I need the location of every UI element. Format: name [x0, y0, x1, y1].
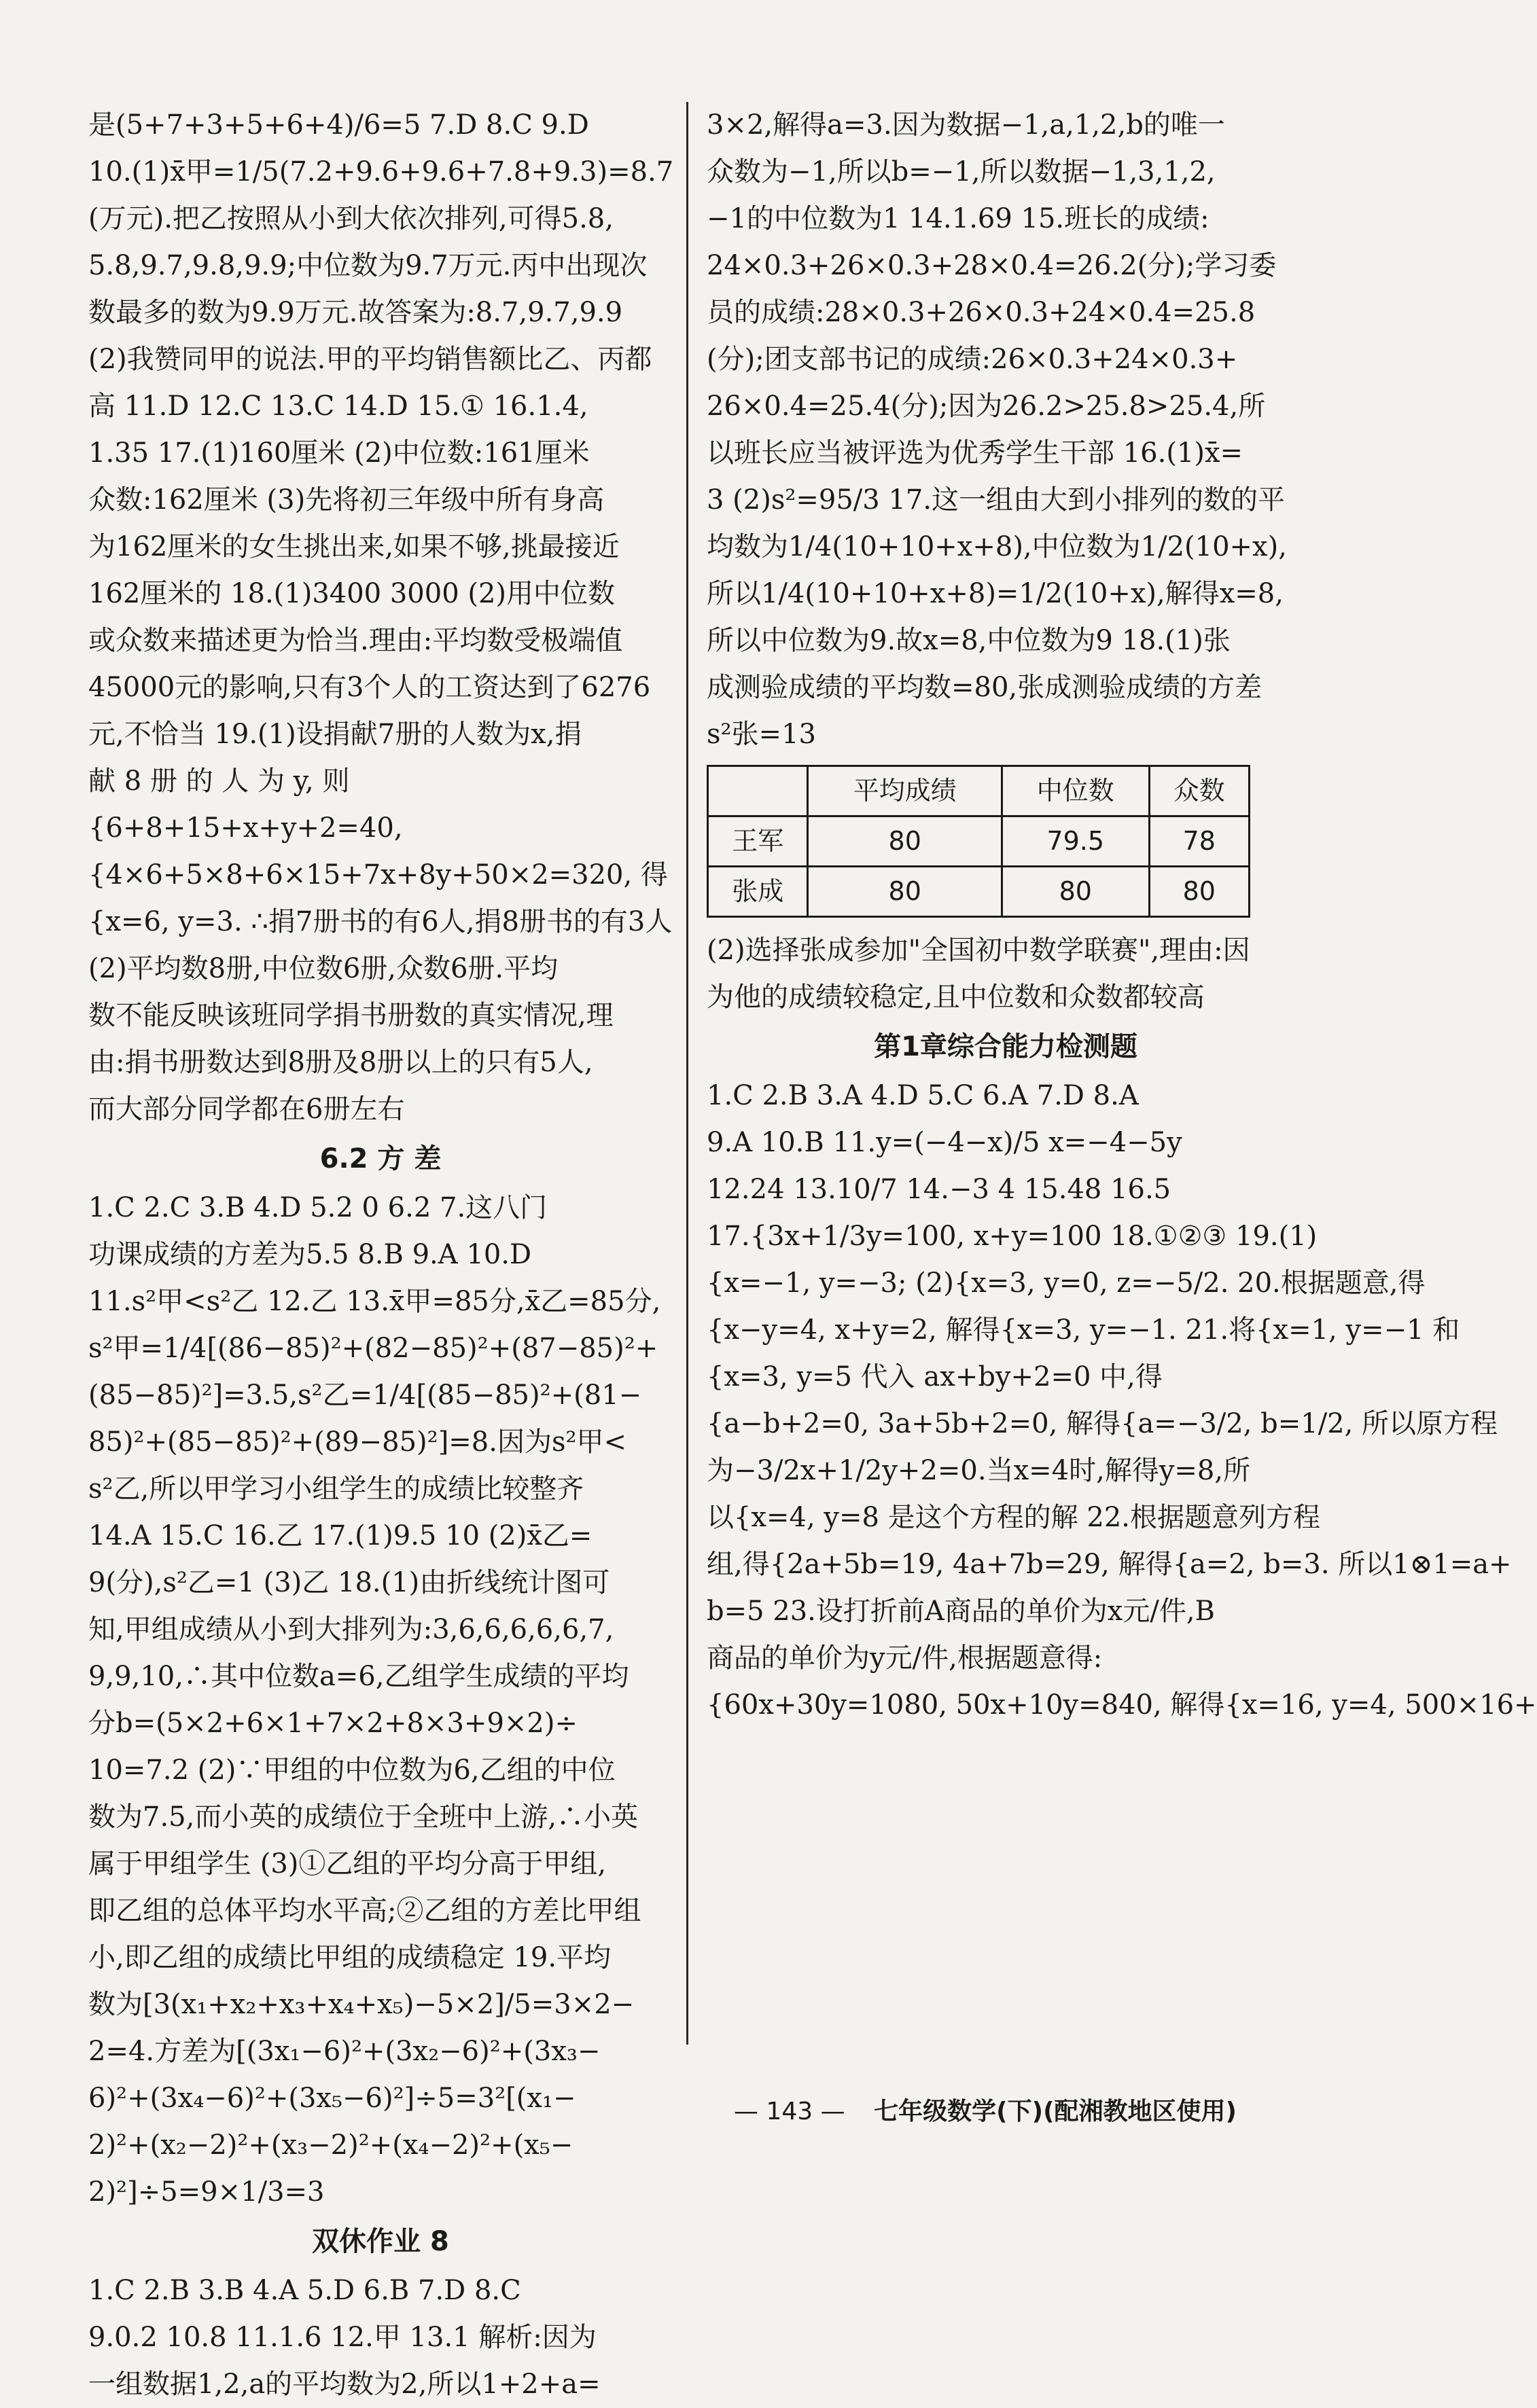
page-footer [734, 2092, 1237, 2127]
answer-line: 众数:162厘米 (3)先将初三年级中所有身高 [88, 484, 605, 516]
answer-line: {60x+30y=1080, 50x+10y=840, 解得{x=16, y=4, 500×16+ [707, 1689, 1537, 1721]
answer-line: (分);团支部书记的成绩:26×0.3+24×0.3+ [707, 344, 1238, 375]
table-header-cell: 平均成绩 [808, 766, 1002, 816]
table-cell-name: 张成 [708, 867, 808, 917]
answer-line: 12.24 13.10/7 14.−3 4 15.48 16.5 [707, 1174, 1171, 1205]
answer-line: 11.s²甲<s²乙 12.乙 13.x̄甲=85分,x̄乙=85分, [88, 1286, 661, 1317]
answer-line: 一组数据1,2,a的平均数为2,所以1+2+a= [88, 2369, 601, 2400]
answer-line: {a−b+2=0, 3a+5b+2=0, 解得{a=−3/2, b=1/2, 所以原方程 [707, 1408, 1498, 1439]
answer-line: {x=−1, y=−3; (2){x=3, y=0, z=−5/2. 20.根据题意,得 [707, 1268, 1426, 1299]
answer-line: 2)²+(x₂−2)²+(x₃−2)²+(x₄−2)²+(x₅− [88, 2130, 573, 2161]
answer-line: 2=4.方差为[(3x₁−6)²+(3x₂−6)²+(3x₃− [88, 2036, 601, 2067]
answer-line: (万元).把乙按照从小到大依次排列,可得5.8, [88, 203, 614, 234]
answer-line: 26×0.4=25.4(分);因为26.2>25.8>25.4,所 [707, 391, 1266, 422]
answer-line: 元,不恰当 19.(1)设捐献7册的人数为x,捐 [88, 719, 582, 750]
answer-line: 所以1/4(10+10+x+8)=1/2(10+x),解得x=8, [707, 578, 1284, 609]
answer-line: 9(分),s²乙=1 (3)乙 18.(1)由折线统计图可 [88, 1567, 610, 1598]
answer-line: 1.C 2.B 3.A 4.D 5.C 6.A 7.D 8.A [707, 1080, 1139, 1111]
section-heading: 第1章综合能力检测题 [874, 1031, 1137, 1062]
score-comparison-table [707, 765, 1250, 918]
table-header-cell [708, 766, 808, 816]
answer-line: 数为[3(x₁+x₂+x₃+x₄+x₅)−5×2]/5=3×2− [88, 1989, 635, 2020]
answer-line: 1.C 2.C 3.B 4.D 5.2 0 6.2 7.这八门 [88, 1192, 548, 1223]
table-row [708, 867, 1250, 917]
answer-line: 众数为−1,所以b=−1,所以数据−1,3,1,2, [707, 156, 1216, 187]
answer-line: 知,甲组成绩从小到大排列为:3,6,6,6,6,6,7, [88, 1614, 614, 1645]
answer-line: {x=6, y=3. ∴捐7册书的有6人,捐8册书的有3人 [88, 906, 673, 937]
answer-line: 分b=(5×2+6×1+7×2+8×3+9×2)÷ [88, 1708, 578, 1739]
answer-line: (2)平均数8册,中位数6册,众数6册.平均 [88, 953, 559, 984]
table-cell-median: 79.5 [1002, 816, 1150, 867]
answer-line: 小,即乙组的成绩比甲组的成绩稳定 19.平均 [88, 1942, 612, 1973]
table-cell-mode: 78 [1149, 816, 1249, 867]
right-answer-column [707, 102, 1537, 1729]
answer-line: {4×6+5×8+6×15+7x+8y+50×2=320, 得 [88, 859, 668, 891]
answer-line: 24×0.3+26×0.3+28×0.4=26.2(分);学习委 [707, 250, 1277, 281]
answer-line: 9.0.2 10.8 11.1.6 12.甲 13.1 解析:因为 [88, 2322, 597, 2353]
answer-line: 5.8,9.7,9.8,9.9;中位数为9.7万元.丙中出现次 [88, 250, 648, 281]
answer-line: 162厘米的 18.(1)3400 3000 (2)用中位数 [88, 578, 616, 609]
answer-line: 所以中位数为9.故x=8,中位数为9 18.(1)张 [707, 625, 1231, 656]
answer-line: 9,9,10,∴其中位数a=6,乙组学生成绩的平均 [88, 1661, 629, 1692]
answer-line: s²张=13 [707, 719, 816, 750]
left-answer-column [88, 102, 673, 2408]
table-cell-mean: 80 [808, 867, 1002, 917]
answer-line: 3 (2)s²=95/3 17.这一组由大到小排列的数的平 [707, 484, 1286, 516]
answer-line: 或众数来描述更为恰当.理由:平均数受极端值 [88, 625, 623, 656]
answer-line: {6+8+15+x+y+2=40, [88, 812, 403, 844]
answer-line: {x−y=4, x+y=2, 解得{x=3, y=−1. 21.将{x=1, y=−1 和 [707, 1314, 1460, 1346]
answer-line: 功课成绩的方差为5.5 8.B 9.A 10.D [88, 1239, 532, 1270]
table-header-row [708, 766, 1250, 816]
answer-line: −1的中位数为1 14.1.69 15.班长的成绩: [707, 203, 1209, 234]
answer-line: 为他的成绩较稳定,且中位数和众数都较高 [707, 982, 1205, 1013]
answer-line: 数为7.5,而小英的成绩位于全班中上游,∴小英 [88, 1801, 639, 1833]
answer-line: 17.{3x+1/3y=100, x+y=100 18.①②③ 19.(1) [707, 1221, 1318, 1252]
answer-line: 属于甲组学生 (3)①乙组的平均分高于甲组, [88, 1848, 607, 1880]
answer-line: b=5 23.设打折前A商品的单价为x元/件,B [707, 1596, 1215, 1627]
answer-line: 即乙组的总体平均水平高;②乙组的方差比甲组 [88, 1895, 641, 1926]
answer-line: 为−3/2x+1/2y+2=0.当x=4时,解得y=8,所 [707, 1455, 1251, 1486]
answer-line: 献 8 册 的 人 为 y, 则 [88, 766, 350, 797]
answer-line: 以{x=4, y=8 是这个方程的解 22.根据题意列方程 [707, 1502, 1321, 1533]
answer-line: 数不能反映该班同学捐书册数的真实情况,理 [88, 1000, 614, 1031]
answer-line: 以班长应当被评选为优秀学生干部 16.(1)x̄= [707, 437, 1243, 469]
answer-line: 为162厘米的女生挑出来,如果不够,挑最接近 [88, 531, 620, 562]
section-heading: 双休作业 8 [312, 2226, 449, 2257]
answer-line: 高 11.D 12.C 13.C 14.D 15.① 16.1.4, [88, 391, 588, 422]
table-cell-mean: 80 [808, 816, 1002, 867]
answer-line: 均数为1/4(10+10+x+8),中位数为1/2(10+x), [707, 531, 1287, 562]
answer-line: 1.35 17.(1)160厘米 (2)中位数:161厘米 [88, 437, 590, 469]
answer-line: 数最多的数为9.9万元.故答案为:8.7,9.7,9.9 [88, 297, 623, 328]
answer-line: s²乙,所以甲学习小组学生的成绩比较整齐 [88, 1473, 584, 1505]
answer-line: {x=3, y=5 代入 ax+by+2=0 中,得 [707, 1361, 1163, 1392]
answer-line: 45000元的影响,只有3个人的工资达到了6276 [88, 672, 651, 703]
table-cell-mode: 80 [1149, 867, 1249, 917]
answer-line: 3×2,解得a=3.因为数据−1,a,1,2,b的唯一 [707, 109, 1225, 141]
page-number: — 143 — [734, 2098, 845, 2125]
table-header-cell: 众数 [1149, 766, 1249, 816]
answer-line: (2)我赞同甲的说法.甲的平均销售额比乙、丙都 [88, 344, 652, 375]
answer-line: 组,得{2a+5b=19, 4a+7b=29, 解得{a=2, b=3. 所以1⊗1=a+ [707, 1549, 1512, 1580]
answer-line: 成测验成绩的平均数=80,张成测验成绩的方差 [707, 672, 1262, 703]
answer-line: 员的成绩:28×0.3+26×0.3+24×0.4=25.8 [707, 297, 1256, 328]
answer-line: s²甲=1/4[(86−85)²+(82−85)²+(87−85)²+ [88, 1333, 658, 1364]
book-title: 七年级数学(下)(配湘教地区使用) [874, 2098, 1237, 2125]
answer-line: (85−85)²]=3.5,s²乙=1/4[(85−85)²+(81− [88, 1380, 642, 1411]
answer-line: 9.A 10.B 11.y=(−4−x)/5 x=−4−5y [707, 1127, 1182, 1158]
answer-line: 6)²+(3x₄−6)²+(3x₅−6)²]÷5=3²[(x₁− [88, 2083, 576, 2114]
answer-line: 10.(1)x̄甲=1/5(7.2+9.6+9.6+7.8+9.3)=8.7 [88, 156, 674, 187]
answer-line: (2)选择张成参加"全国初中数学联赛",理由:因 [707, 935, 1250, 966]
column-divider [686, 102, 688, 2045]
table-cell-median: 80 [1002, 867, 1150, 917]
answer-line: 85)²+(85−85)²+(89−85)²]=8.因为s²甲< [88, 1426, 627, 1458]
answer-line: 商品的单价为y元/件,根据题意得: [707, 1642, 1103, 1674]
table-cell-name: 王军 [708, 816, 808, 867]
answer-line: 而大部分同学都在6册左右 [88, 1094, 405, 1125]
answer-line: 是(5+7+3+5+6+4)/6=5 7.D 8.C 9.D [88, 109, 589, 141]
section-heading: 6.2 方 差 [319, 1143, 442, 1174]
answer-line: 10=7.2 (2)∵甲组的中位数为6,乙组的中位 [88, 1755, 616, 1786]
answer-line: 2)²]÷5=9×1/3=3 [88, 2176, 325, 2208]
answer-line: 14.A 15.C 16.乙 17.(1)9.5 10 (2)x̄乙= [88, 1520, 593, 1551]
table-row [708, 816, 1250, 867]
answer-line: 1.C 2.B 3.B 4.A 5.D 6.B 7.D 8.C [88, 2275, 521, 2306]
answer-line: 由:捐书册数达到8册及8册以上的只有5人, [88, 1047, 593, 1078]
table-header-cell: 中位数 [1002, 766, 1150, 816]
